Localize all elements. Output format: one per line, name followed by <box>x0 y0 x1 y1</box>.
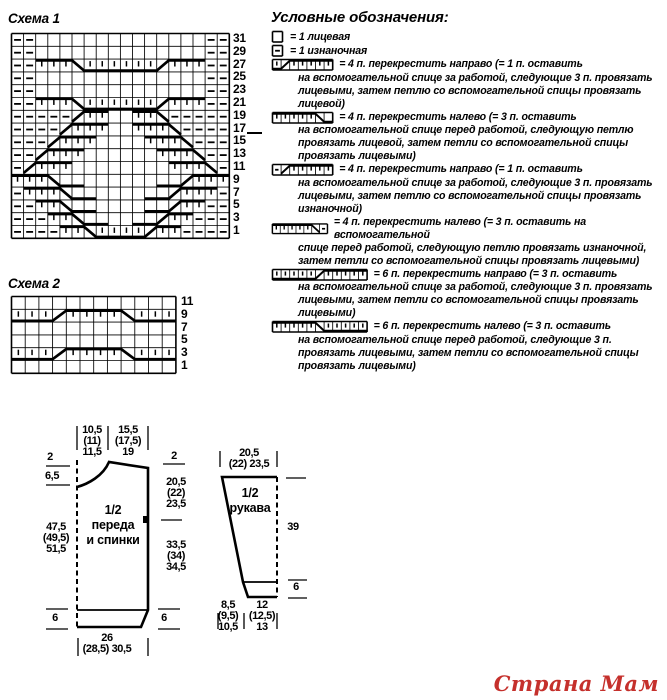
row-number: 17 <box>233 120 246 135</box>
front-side-height: 33,5 (34) 34,5 <box>166 539 186 573</box>
chart1-row-numbers <box>233 32 246 237</box>
row-number: 23 <box>233 82 246 97</box>
row-number: 11 <box>181 294 194 308</box>
row-number: 29 <box>233 43 246 58</box>
front-rib-height-right: 6 <box>161 612 167 624</box>
chart2-grid <box>10 295 177 375</box>
front-armhole-height: 20,5 (22) 23,5 <box>166 476 186 510</box>
legend-item <box>271 163 655 216</box>
legend-basic-label: = 1 лицевая <box>290 30 351 43</box>
chart1-grid <box>10 32 231 240</box>
legend-item-line1: = 4 п. перекрестить направо (= 1 п. оставить <box>339 58 583 71</box>
sleeve-piece-label: 1/2 рукава <box>229 486 271 515</box>
legend-item-description: на вспомогательной спице за работой, следующие 3 п. провязать лицевыми, затем петлю со вспомогательной спицы провязать изнаночной) <box>298 176 653 215</box>
legend-item <box>271 58 655 111</box>
cable-4-left-purl-icon <box>271 222 329 236</box>
chart1-title: Схема 1 <box>8 11 60 26</box>
sleeve-lower-width: 12 (12,5) 13 <box>248 599 276 633</box>
front-shoulder-drop-right: 2 <box>171 450 177 462</box>
front-neck-depth: 6,5 <box>44 470 60 482</box>
row-number: 25 <box>233 69 246 84</box>
row-number: 5 <box>233 197 240 212</box>
cable-4-right-purl-icon <box>271 163 334 177</box>
row-number: 21 <box>233 94 246 109</box>
row-number: 5 <box>181 332 188 347</box>
row-number: 1 <box>233 222 240 237</box>
legend-item-line1: = 4 п. перекрестить налево (= 3 п. оставить на вспомогательной <box>333 215 586 241</box>
legend-basic-item <box>271 44 655 58</box>
row-number: 3 <box>181 345 188 360</box>
front-shoulder-drop-left: 2 <box>47 451 53 463</box>
legend-item-line1: = 6 п. перекрестить налево (= 3 п. оставить <box>373 320 611 333</box>
front-neck-width: 10,5 (11) 11,5 <box>82 424 102 458</box>
row-number: 27 <box>233 56 246 71</box>
legend-item <box>271 320 655 373</box>
legend-item-description: на вспомогательной спице перед работой, следующую петлю провязать лицевой, затем петли со вспомогательной спицы провязать лицевыми) <box>298 124 634 162</box>
cable-6-left-icon <box>271 320 369 334</box>
row-number: 19 <box>233 107 246 122</box>
legend-item <box>271 111 655 164</box>
legend-basic-label: = 1 изнаночная <box>290 44 368 57</box>
legend-item-description: на вспомогательной спице за работой, следующие 3 п. провязать лицевыми, затем петлю со вспомогательной спицы провязать лицевой) <box>298 71 653 110</box>
front-bottom-width: 26 (28,5) 30,5 <box>82 632 132 655</box>
legend-item-description: на вспомогательной спице перед работой, следующие 3 п. провязать лицевыми, затем петли со вспомогательной спицы провязать лицевыми) <box>298 333 639 372</box>
front-piece-label: 1/2 переда и спинки <box>86 503 140 547</box>
chart2-title: Схема 2 <box>8 276 60 291</box>
sleeve-top-width: 20,5 (22) 23,5 <box>228 447 270 470</box>
row-number: 1 <box>181 357 188 372</box>
legend-items <box>271 30 655 373</box>
cable-4-right-icon <box>271 58 334 72</box>
row-number: 9 <box>233 171 240 186</box>
front-total-height: 47,5 (49,5) 51,5 <box>42 521 70 555</box>
row-number: 7 <box>233 184 240 199</box>
legend-item-description: спице перед работой, следующую петлю провязать изнаночной, затем петли со вспомогательной спицы провязать лицевыми) <box>298 241 647 267</box>
legend-item <box>271 216 655 268</box>
cable-4-left-icon <box>271 111 334 125</box>
legend-item <box>271 268 655 321</box>
cable-6-right-icon <box>271 268 369 282</box>
sleeve-length: 39 <box>287 521 299 533</box>
legend-title: Условные обозначения: <box>271 9 449 26</box>
legend-item-description: на вспомогательной спице за работой, следующие 3 п. провязать лицевыми, затем петли со вспомогательной спицы провязать лицевыми) <box>298 281 653 319</box>
row-number: 15 <box>233 133 246 148</box>
site-watermark: Страна Мам <box>493 671 659 696</box>
chart1-repeat-mark <box>247 132 262 134</box>
row-number: 7 <box>181 319 188 334</box>
front-armhole-mark <box>143 516 148 523</box>
legend-basic-item <box>271 30 655 44</box>
sleeve-rib-height: 6 <box>293 581 299 593</box>
row-number: 11 <box>233 158 246 173</box>
row-number: 9 <box>181 306 188 321</box>
legend <box>271 8 655 373</box>
legend-item-line1: = 4 п. перекрестить налево (= 3 п. оставить <box>339 110 577 123</box>
row-number: 3 <box>233 210 240 225</box>
sleeve-cuff-width: 8,5 (9,5) 10,5 <box>217 599 239 633</box>
chart2-row-numbers <box>181 295 193 372</box>
front-rib-height-left: 6 <box>52 612 58 624</box>
purl-cell <box>271 44 284 58</box>
row-number: 31 <box>233 31 246 45</box>
front-shoulder-width: 15,5 (17,5) 19 <box>114 424 142 458</box>
row-number: 13 <box>233 146 246 161</box>
legend-item-line1: = 4 п. перекрестить направо (= 1 п. оставить <box>339 163 583 176</box>
knit-cell <box>271 30 284 44</box>
legend-item-line1: = 6 п. перекрестить направо (= 3 п. оставить <box>373 267 618 280</box>
